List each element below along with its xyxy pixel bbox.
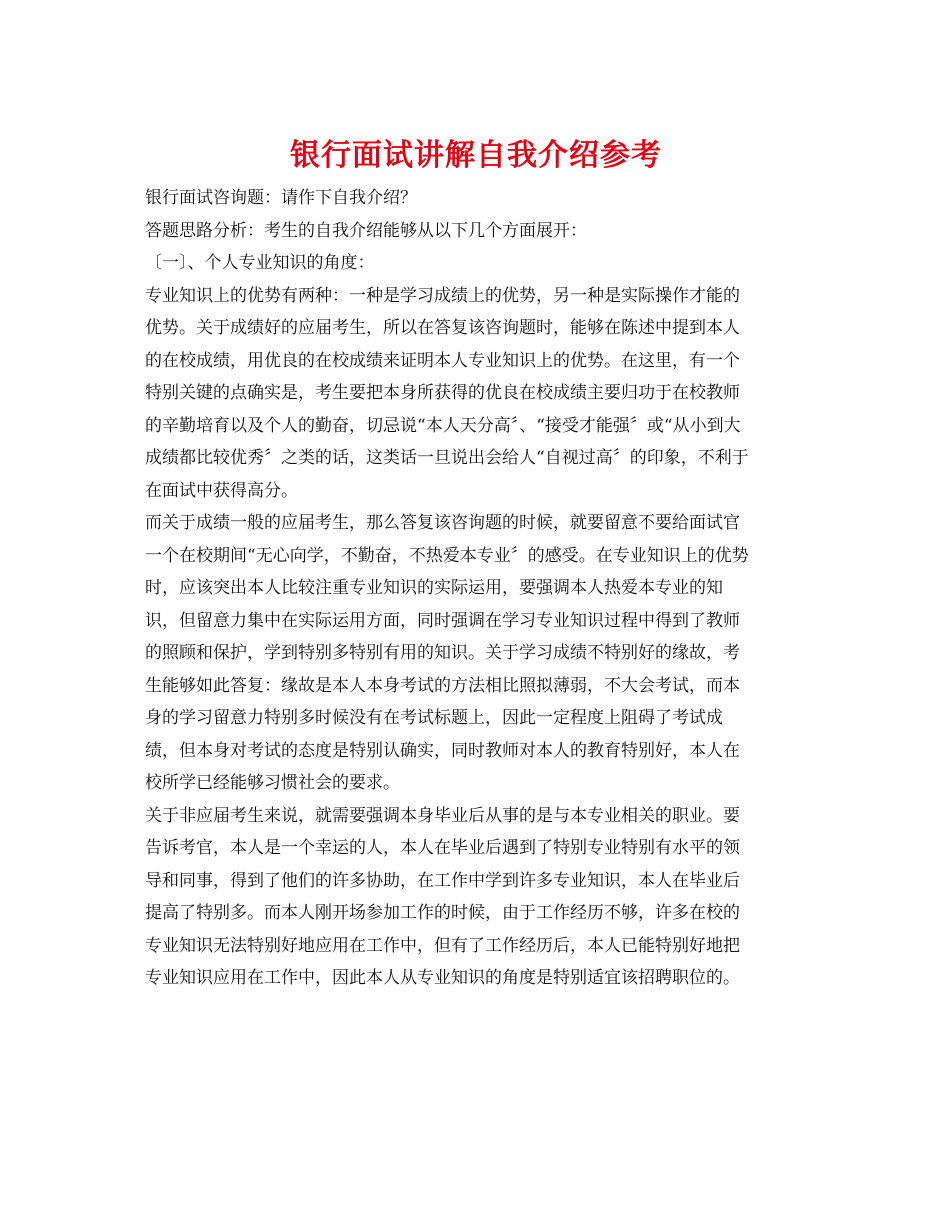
text-line: 而关于成绩一般的应届考生，那么答复该咨询题的时候，就要留意不要给面试官 [145,513,740,533]
text-line: 答题思路分析：考生的自我介绍能够从以下几个方面展开： [145,220,587,241]
text-line: 告诉考官，本人是一个幸运的人，本人在毕业后遇到了特别专业特别有水平的领 [145,838,740,858]
text-line: 时，应该突出本人比较注重专业知识的实际运用，要强调本人热爱本专业的知 [145,578,723,598]
text-line: 绩，但本身对考试的态度是特别认确实，同时教师对本人的教育特别好，本人在 [145,740,740,761]
text-line: 生能够如此答复：缘故是本人本身考试的方法相比照拟薄弱，不大会考试，而本 [145,675,740,696]
text-line: 优势。关于成绩好的应届考生，所以在答复该咨询题时，能够在陈述中提到本人 [145,318,740,338]
text-line: 专业知识无法特别好地应用在工作中，但有了工作经历后，本人已能特别好地把 [145,935,740,956]
text-line: 的照顾和保护，学到特别多特别有用的知识。关于学习成绩不特别好的缘故，考 [145,643,740,663]
text-line: 特别关键的点确实是，考生要把本身所获得的优良在校成绩主要归功于在校教师 [145,383,740,403]
document-title: 银行面试讲解自我介绍参考 [290,138,662,173]
text-line: 导和同事，得到了他们的许多协助，在工作中学到许多专业知识，本人在毕业后 [145,870,740,891]
text-line: 〔一〕、个人专业知识的角度： [145,253,375,273]
document-body [145,182,807,995]
text-line: 银行面试咨询题：请作下自我介绍？ [145,188,417,208]
text-line: 的辛勤培育以及个人的勤奋，切忌说“本人天分高〞、“接受才能强〞或“从小到大 [145,415,741,436]
text-line: 专业知识上的优势有两种：一种是学习成绩上的优势，另一种是实际操作才能的 [145,285,740,306]
document-page [145,130,807,995]
text-line: 专业知识应用在工作中，因此本人从专业知识的角度是特别适宜该招聘职位的。 [145,968,740,988]
text-line: 在面试中获得高分。 [145,480,298,501]
text-line: 校所学已经能够习惯社会的要求。 [145,773,400,793]
text-line: 关于非应届考生来说，就需要强调本身毕业后从事的是与本专业相关的职业。要 [145,805,740,826]
text-line: 的在校成绩，用优良的在校成绩来证明本人专业知识上的优势。在这里，有一个 [145,350,740,371]
text-line: 身的学习留意力特别多时候没有在考试标题上，因此一定程度上阻碍了考试成 [145,708,723,728]
text-line: 提高了特别多。而本人刚开场参加工作的时候，由于工作经历不够，许多在校的 [145,903,740,923]
text-line: 一个在校期间“无心向学，不勤奋，不热爱本专业〞的感受。在专业知识上的优势 [145,545,749,566]
text-line: 识，但留意力集中在实际运用方面，同时强调在学习专业知识过程中得到了教师 [145,610,740,631]
text-line: 成绩都比较优秀〞之类的话，这类话一旦说出会给人“自视过高〞的印象，不利于 [145,448,749,468]
